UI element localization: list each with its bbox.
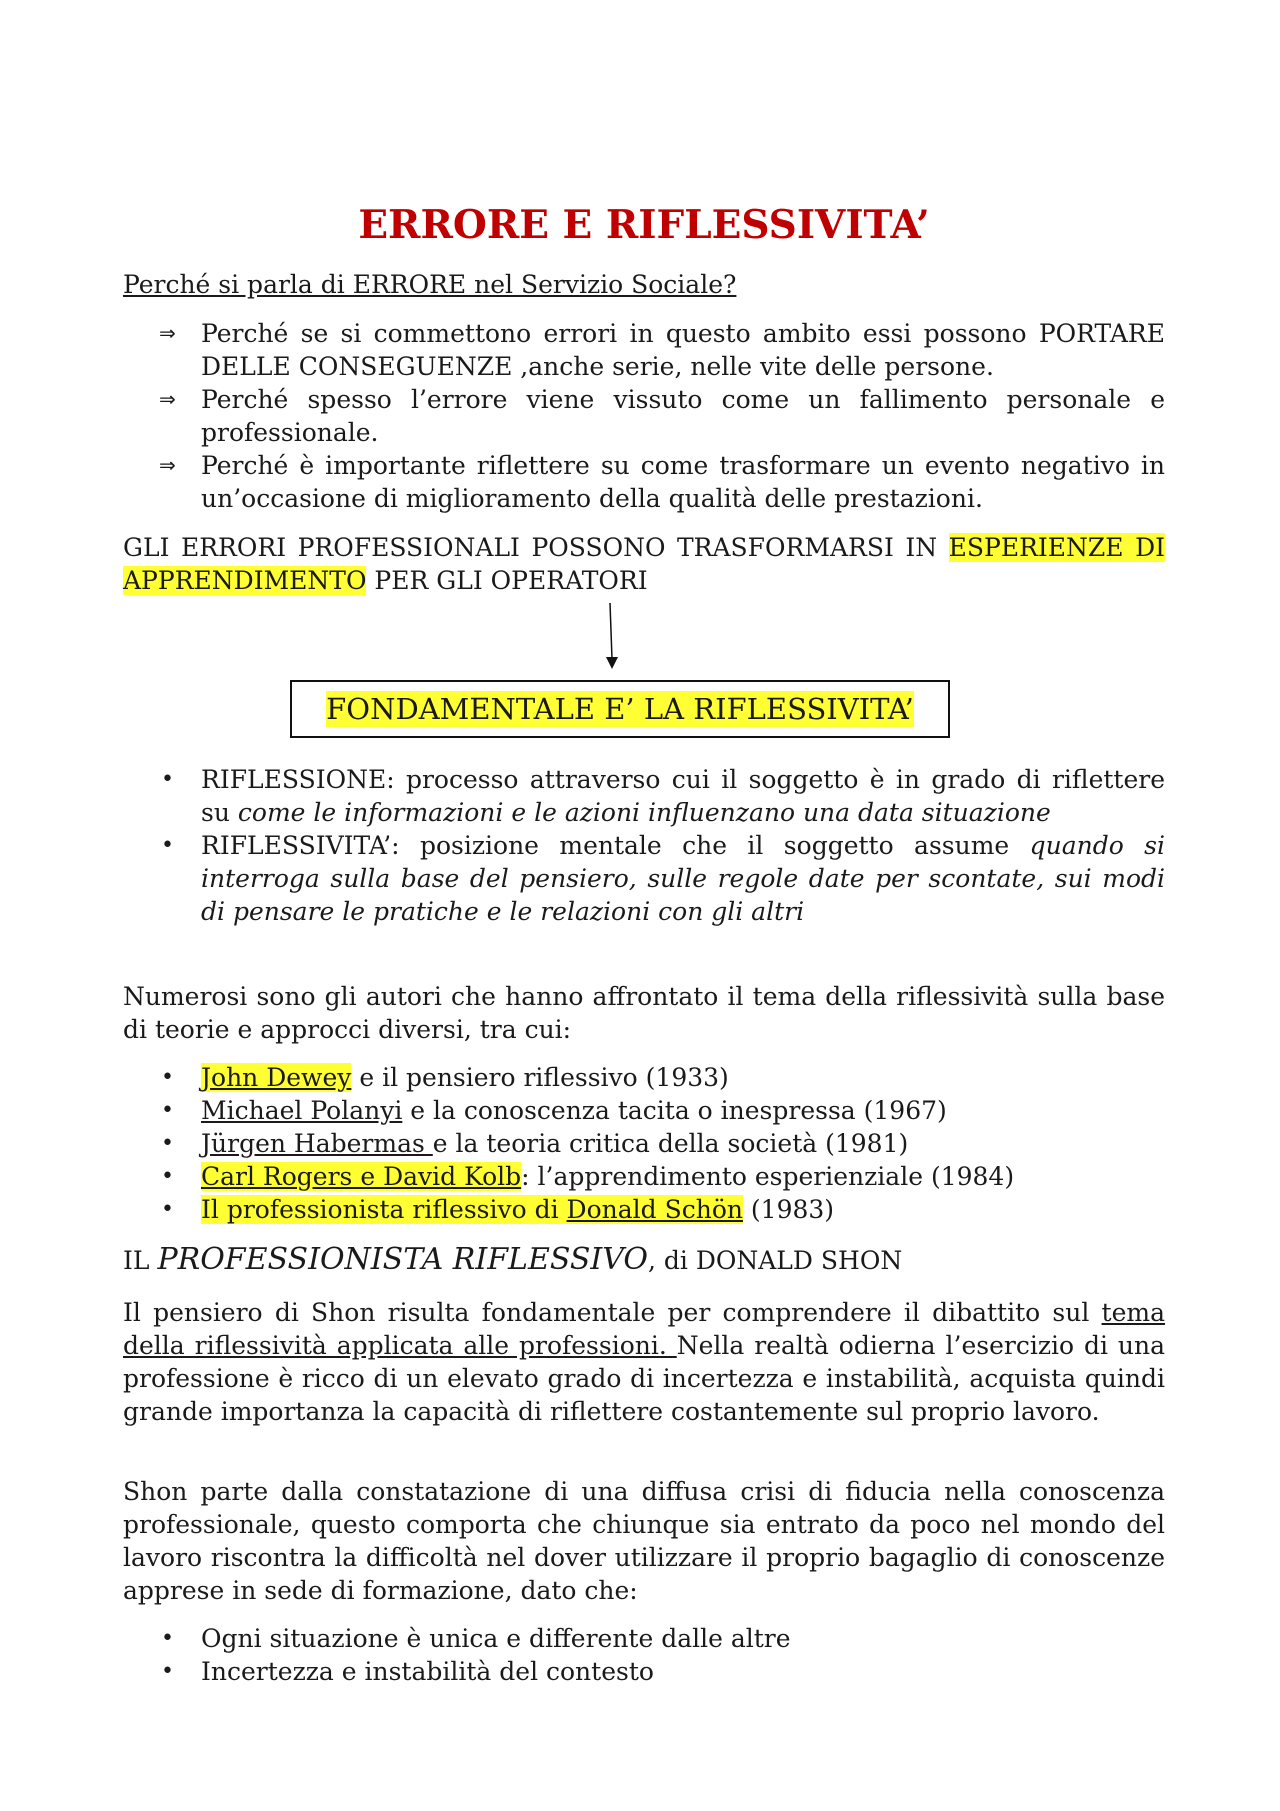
definitions-list — [123, 763, 1165, 928]
list-item: • Carl Rogers e David Kolb: l’apprendimento esperienziale (1984) — [161, 1162, 1015, 1191]
arrow-icon: ⇒ — [159, 321, 176, 345]
list-item: • Il professionista riflessivo di Donald Schön (1983) — [161, 1195, 835, 1224]
bullet-icon: • — [161, 1197, 174, 1222]
down-arrow-icon — [123, 601, 1165, 673]
list-item: ⇒ Perché è importante riflettere su come trasformare un evento negativo in un’occasione di miglioramento della qualità delle prestazioni. — [159, 451, 1165, 513]
page-title: ERRORE E RIFLESSIVITA’ — [358, 202, 930, 248]
author-name: John Dewey — [201, 1063, 352, 1092]
bullet-icon: • — [161, 1065, 174, 1090]
list-item: • RIFLESSIONE: processo attraverso cui il soggetto è in grado di riflettere su come le informazioni e le azioni influenzano una data situazione — [161, 765, 1165, 827]
bullet-icon: • — [161, 1098, 174, 1123]
list-item: ⇒ Perché se si commettono errori in questo ambito essi possono PORTARE DELLE CONSEGUENZE ,anche serie, nelle vite delle persone. — [159, 319, 1165, 381]
bullet-icon: • — [161, 833, 174, 858]
authors-list — [123, 1061, 1165, 1226]
list-item: • John Dewey e il pensiero riflessivo (1933) — [161, 1063, 729, 1092]
errors-paragraph: GLI ERRORI PROFESSIONALI POSSONO TRASFORMARSI IN ESPERIENZE DI APPRENDIMENTO PER GLI OPERATORI — [123, 533, 1165, 595]
bullet-icon: • — [161, 1659, 174, 1684]
arrow-icon: ⇒ — [159, 387, 176, 411]
list-item: • Michael Polanyi e la conoscenza tacita o inespressa (1967) — [161, 1096, 947, 1125]
box-text: FONDAMENTALE E’ LA RIFLESSIVITA’ — [326, 692, 914, 726]
author-name: Donald Schön — [566, 1195, 743, 1224]
author-name: Michael Polanyi — [201, 1096, 403, 1125]
list-item: ⇒ Perché spesso l’errore viene vissuto come un fallimento personale e professionale. — [159, 385, 1165, 447]
author-name: Carl Rogers e David Kolb — [201, 1162, 522, 1191]
shon-paragraph-2: Shon parte dalla constatazione di una diffusa crisi di fiducia nella conoscenza professionale, questo comporta che chiunque sia entrato da poco nel mondo del lavoro riscontra la difficoltà nel dover utilizzare il proprio bagaglio di conoscenze apprese in sede di formazione, dato che: — [123, 1477, 1165, 1605]
bullet-icon: • — [161, 1626, 174, 1651]
list-item: • Jürgen Habermas e la teoria critica della società (1981) — [161, 1129, 909, 1158]
shon-paragraph-1: Il pensiero di Shon risulta fondamentale per comprendere il dibattito sul tema della riflessività applicata alle professioni. Nella realtà odierna l’esercizio di una professione è ricco di un elevato grado di incertezza e instabilità, acquista quindi grande importanza la capacità di riflettere costantemente sul proprio lavoro. — [123, 1298, 1165, 1426]
list-item: • RIFLESSIVITA’: posizione mentale che il soggetto assume quando si interroga sulla base del pensiero, sulle regole date per scontate, sui modi di pensare le pratiche e le relazioni con gli altri — [161, 831, 1166, 926]
list-item: • Incertezza e instabilità del contesto — [161, 1657, 654, 1686]
bullet-icon: • — [161, 767, 174, 792]
arrow-icon: ⇒ — [159, 453, 176, 477]
conditions-list — [123, 1622, 1165, 1688]
authors-intro: Numerosi sono gli autori che hanno affrontato il tema della riflessività sulla base di teorie e approcci diversi, tra cui: — [123, 982, 1165, 1044]
bullet-icon: • — [161, 1131, 174, 1156]
reasons-list — [123, 317, 1165, 515]
author-name: Jürgen Habermas — [201, 1129, 433, 1158]
key-concept-box — [290, 680, 950, 738]
highlighted-text: ESPERIENZE DI APPRENDIMENTO — [123, 533, 1165, 595]
question-heading: Perché si parla di ERRORE nel Servizio Sociale? — [123, 270, 737, 299]
section-heading: IL PROFESSIONISTA RIFLESSIVO, di DONALD SHON — [123, 1242, 903, 1277]
list-item: • Ogni situazione è unica e differente dalle altre — [161, 1624, 791, 1653]
bullet-icon: • — [161, 1164, 174, 1189]
